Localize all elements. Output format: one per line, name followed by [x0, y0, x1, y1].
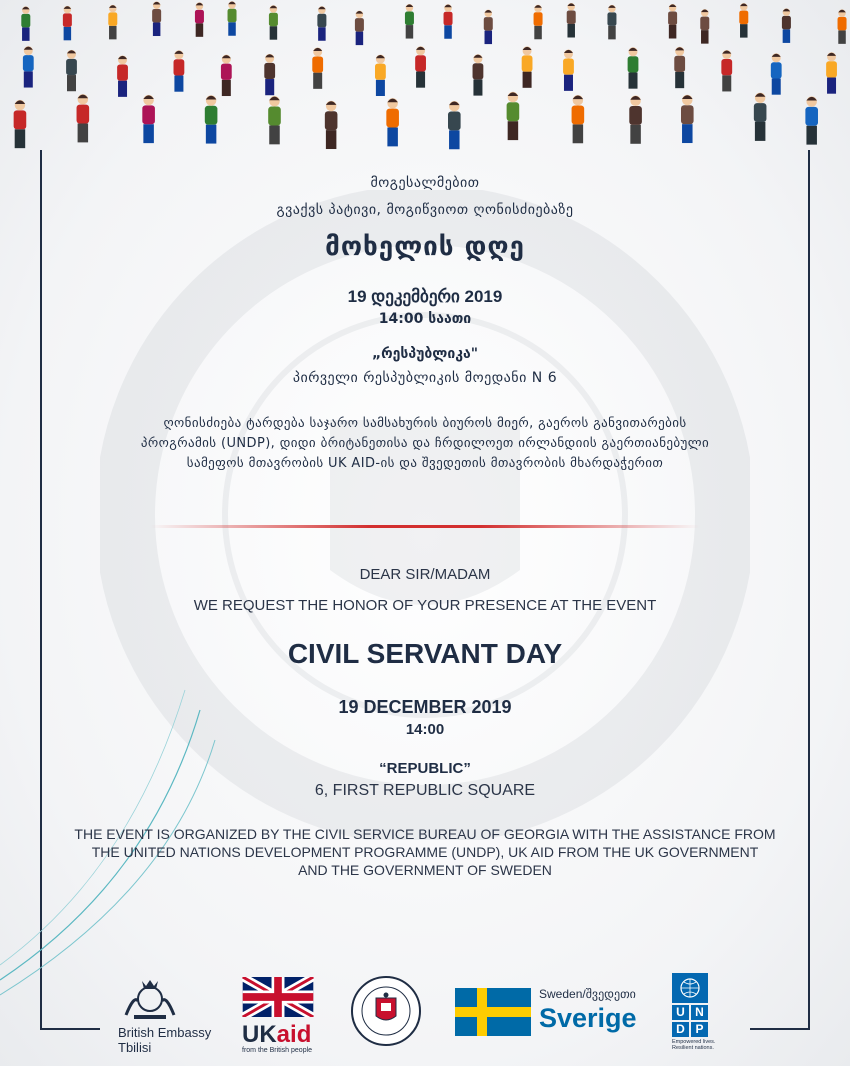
english-organizer-paragraph: [50, 825, 800, 879]
english-event-time: 14:00: [405, 721, 445, 738]
bureau-seal-icon: [348, 973, 424, 1049]
section-divider: [150, 525, 700, 528]
english-venue: “REPUBLIC”: [379, 760, 471, 777]
british-embassy-line1: British Embassy: [118, 1025, 212, 1040]
georgian-organizer-line: სამეფოს მთავრობის UK AID-ის და შვედეთის მთავრობის მხარდაჭერით: [186, 456, 664, 471]
undp-tagline-1: Empowered lives.: [672, 1039, 716, 1045]
english-address: 6, FIRST REPUBLIC SQUARE: [314, 782, 536, 799]
undp-logo: [672, 973, 716, 1065]
british-embassy-logo: [118, 973, 228, 1063]
english-event-date: 19 DECEMBER 2019: [338, 697, 512, 717]
english-organizer-line: AND THE GOVERNMENT OF SWEDEN: [298, 862, 552, 878]
georgian-address: პირველი რესპუბლიკის მოედანი N 6: [292, 370, 558, 386]
sweden-name: Sverige: [539, 1003, 637, 1033]
georgian-invite: გვაქვს პატივი, მოგიწვიოთ ღონისძიებაზე: [276, 202, 574, 218]
english-event-title: CIVIL SERVANT DAY: [287, 638, 563, 669]
georgian-event-date: 19 დეკემბერი 2019: [347, 287, 503, 306]
georgian-event-title: მოხელის დღე: [325, 232, 525, 262]
undp-letter: N: [691, 1005, 708, 1020]
undp-letter: P: [691, 1022, 708, 1037]
union-jack-icon: [242, 977, 314, 1017]
georgian-venue: „რესპუბლიკა": [371, 346, 479, 362]
sweden-logo: [455, 985, 655, 1045]
undp-globe-box: [672, 973, 708, 1003]
georgian-organizer-line: ღონისძიება ტარდება საჯარო სამსახურის ბიუროს მიერ, გაეროს განვითარების: [163, 416, 687, 431]
sweden-top-label: Sweden/შვედეთი: [539, 987, 636, 1001]
royal-crest-icon: [120, 973, 180, 1021]
ukaid-aid-text: aid: [276, 1021, 312, 1048]
undp-letter: D: [672, 1022, 689, 1037]
english-organizer-line: THE UNITED NATIONS DEVELOPMENT PROGRAMME (UNDP), UK AID FROM THE UK GOVERNMENT: [91, 844, 759, 860]
civil-service-bureau-seal: [348, 973, 424, 1049]
english-invite: WE REQUEST THE HONOR OF YOUR PRESENCE AT THE EVENT: [193, 597, 657, 614]
english-organizer-line: THE EVENT IS ORGANIZED BY THE CIVIL SERVICE BUREAU OF GEORGIA WITH THE ASSISTANCE FROM: [74, 826, 776, 842]
ukaid-uk-text: UK: [242, 1021, 277, 1048]
georgian-organizer-paragraph: [60, 414, 790, 474]
british-embassy-line2: Tbilisi: [118, 1040, 152, 1055]
sweden-flag-icon: [455, 988, 531, 1036]
georgian-organizer-line: პროგრამის (UNDP), დიდი ბრიტანეთისა და ჩრდილოეთ ირლანდიის გაერთიანებული: [140, 436, 710, 451]
ukaid-logo: [242, 977, 322, 1057]
undp-letter-grid: [672, 1005, 712, 1037]
partner-logos: [0, 965, 850, 1065]
english-greeting: DEAR SIR/MADAM: [359, 566, 491, 583]
undp-tagline-2: Resilient nations.: [672, 1045, 714, 1051]
georgian-greeting: მოგესალმებით: [370, 175, 480, 191]
georgian-event-time: 14:00 საათი: [378, 311, 472, 327]
ukaid-tagline: from the British people: [242, 1047, 313, 1054]
un-globe-icon: [679, 977, 701, 999]
undp-letter: U: [672, 1005, 689, 1020]
